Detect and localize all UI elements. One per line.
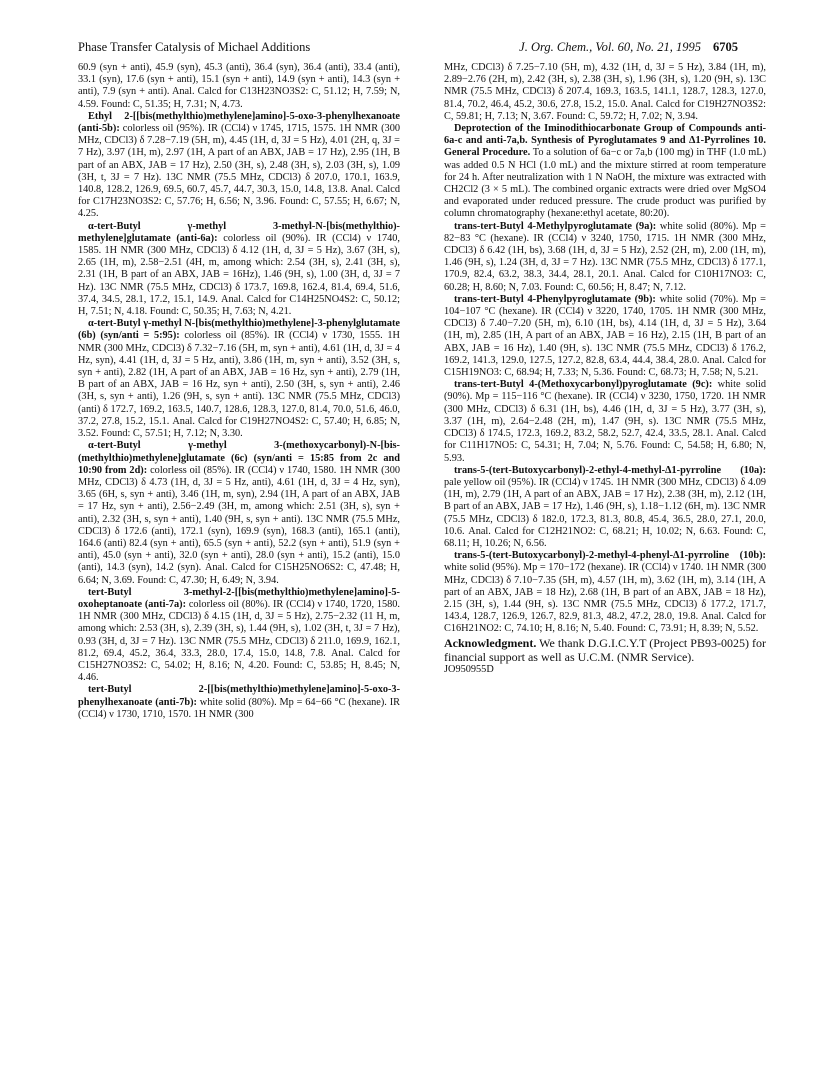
paragraph [444,62,766,123]
paragraph-text: colorless oil (95%). IR (CCl4) ν 1745, 1715, 1575. 1H NMR (300 MHz, CDCl3) δ 7.28−7.19 (5H, m), 4.45 (1H, d, 3J = 5 Hz), 4.01 (2H, q, 3J = 7 Hz), 3.97 (1H, m), 2.97 (1H, A part of an ABX, JAB = 17 Hz), 2.95 (1H, B part of an ABX, JAB = 17 Hz), 2.50 (3H, s), 2.48 (3H, s), 2.03 (3H, s), 1.09 (3H, t, 3J = 7 Hz). 13C NMR (75.5 MHz, CDCl3) δ 207.0, 170.1, 163.9, 140.8, 128.2, 126.9, 69.5, 60.7, 45.7, 44.7, 30.3, 15.0, 14.8, 13.8. Anal. Calcd for C17H23NO3S2: C, 57.76; H, 6.56; N, 3.96. Found: C, 57.55; H, 6.67; N, 4.25. [78,123,400,220]
paragraph [78,221,400,319]
acknowledgment [444,636,766,664]
paragraph-text: colorless oil (85%). IR (CCl4) ν 1730, 1555. 1H NMR (300 MHz, CDCl3) δ 7.32−7.16 (5H, m, syn + anti), 4.61 (1H, d, 3J = 4 Hz, syn), 4.41 (1H, d, 3J = 5 Hz, anti), 3.86 (1H, m, syn + anti), 3.52 (3H, s, syn + anti), 2.82 (1H, A part of an ABX, JAB = 16 Hz, syn + anti), 2.79 (1H, B part of an ABX, JAB = 16 Hz, syn + anti), 2.50 (3H, s, syn + anti), 2.46 (3H, s, syn + anti), 1.26 (9H, s, syn + anti). 13C NMR (75.5 MHz, CDCl3) (anti) δ 172.7, 169.2, 163.5, 140.7, 128.6, 128.3, 127.0, 81.4, 70.0, 51.6, 46.0, 37.2, 27.8, 15.2, 15.1. Anal. Calcd for C19H27NO4S2: C, 57.40; H, 6.85; N, 3.52. Found: C, 57.51; H, 7.12; N, 3.30. [78,330,400,440]
compound-title: tert-Butyl 3-methyl-2-[[bis(methylthio)methylene]amino]-5-oxoheptanoate (anti-7a): [78,586,400,610]
paragraph [444,465,766,550]
paragraph-text: white solid (95%). Mp = 170−172 (hexane). IR (CCl4) ν 1740. 1H NMR (300 MHz, CDCl3) δ 7.10−7.35 (5H, m), 4.57 (1H, m), 3.62 (1H, m), 3.14 (1H, A part of an ABX, JAB = 18 Hz), 2.68 (1H, B part of an ABX, JAB = 18 Hz), 2.15 (3H, s), 1.44 (9H, s). 13C NMR (75.5 MHz, CDCl3) δ 177.2, 171.7, 143.4, 128.7, 126.9, 126.7, 82.9, 81.3, 48.2, 47.2, 28.0, 19.8. Anal. Calcd for C16H21NO2: C, 74.10; H, 8.16; N, 5.40. Found: C, 73.91; H, 8.39; N, 5.52. [444,562,766,635]
acknowledgment-title: Acknowledgment. [444,635,537,650]
paragraph-text: white solid (80%). Mp = 82−83 °C (hexane). IR (CCl4) ν 3240, 1750, 1715. 1H NMR (300 MHz, CDCl3) δ 6.42 (1H, bs), 3.68 (1H, d, 3J = 5 Hz), 2.52 (2H, m), 2.00 (1H, m), 1.46 (9H, s), 1.24 (3H, d, 3J = 7 Hz). 13C NMR (75.5 MHz, CDCl3) δ 177.1, 170.9, 82.4, 63.2, 38.3, 34.4, 28.1, 20.1. Anal. Calcd for C10H17NO3: C, 60.28; H, 8.60; N, 7.03. Found: C, 60.56; H, 8.47; N, 7.12. [444,220,766,293]
paragraph [78,684,400,721]
journal-citation [519,40,738,55]
paragraph-text: 60.9 (syn + anti), 45.9 (syn), 45.3 (anti), 36.4 (syn), 36.4 (anti), 33.4 (anti), 33.1 (syn), 17.6 (syn + anti), 15.1 (syn + anti), 14.9 (syn + anti), 14.3 (syn + anti), 7.9 (syn + anti). Anal. Calcd for C13H23NO3S2: C, 51.12; H, 7.59; N, 4.59. Found: C, 51.35; H, 7.31; N, 4.73. [78,62,400,110]
compound-title: trans-tert-Butyl 4-Phenylpyroglutamate (9b): [454,293,656,305]
compound-title: tert-Butyl 2-[[bis(methylthio)methylene]amino]-5-oxo-3-phenylhexanoate (anti-7b): [78,684,400,708]
paragraph-text: colorless oil (80%). IR (CCl4) ν 1740, 1720, 1580. 1H NMR (300 MHz, CDCl3) δ 4.15 (1H, d, 3J = 5 Hz), 2.75−2.32 (11 H, m, among which: 2.53 (3H, s), 2.39 (3H, s), 1.44 (9H, s), 1.02 (3H, t, 3J = 7 Hz), 0.93 (3H, d, 3J = 7 Hz). 13C NMR (75.5 MHz, CDCl3) δ 211.0, 169.9, 162.1, 81.2, 69.4, 45.2, 36.4, 33.3, 28.0, 17.4, 15.0, 14.8, 7.8. Anal. Calcd for C15H27NO3S2: C, 54.02; H, 8.16; N, 4.20. Found: C, 53.85; H, 8.45; N, 4.46. [78,598,400,684]
paragraph [78,111,400,221]
compound-title: trans-tert-Butyl 4-(Methoxycarbonyl)pyroglutamate (9c): [454,379,713,391]
compound-title: trans-5-(tert-Butoxycarbonyl)-2-ethyl-4-methyl-Δ1-pyrroline (10a): [454,464,766,476]
section-title: Deprotection of the Iminodithiocarbonate Group of Compounds anti-6a-c and anti-7a,b. Synthesis of Pyroglutamates 9 and Δ1-Pyrrolines 10. General Procedure. [444,123,766,159]
compound-title: trans-5-(tert-Butoxycarbonyl)-2-methyl-4-phenyl-Δ1-pyrroline (10b): [454,550,766,562]
compound-title: trans-tert-Butyl 4-Methylpyroglutamate (9a): [454,220,657,232]
compound-title: α-tert-Butyl γ-methyl 3-methyl-N-[bis(methylthio)-methylene]glutamate (anti-6a): [78,220,400,244]
paragraph-text: pale yellow oil (95%). IR (CCl4) ν 1745. 1H NMR (300 MHz, CDCl3) δ 4.09 (1H, m), 2.79 (1H, A part of an ABX, JAB = 17 Hz), 2.38 (3H, m), 2.12 (1H, B part of an ABX, JAB = 17 Hz), 1.46 (9H, s), 1.18−1.12 (6H, m). 13C NMR (75.5 MHz, CDCl3) δ 182.0, 172.3, 81.3, 80.8, 45.4, 36.5, 28.0, 27.1, 20.0, 10.6. Anal. Calcd for C12H21NO2: C, 68.21; H, 10.02; N, 6.63. Found: C, 68.11; H, 10.26; N, 6.56. [444,476,766,549]
page-header [78,40,738,58]
paragraph-text: white solid (90%). Mp = 115−116 °C (hexane). IR (CCl4) ν 3230, 1750, 1720. 1H NMR (300 MHz, CDCl3) δ 6.31 (1H, bs), 4.46 (1H, d, 3J = 5 Hz), 3.77 (3H, s), 3.37 (1H, m), 2.64−2.48 (2H, m), 1.47 (9H, s). 13C NMR (75.5 MHz, CDCl3) δ 174.5, 172.3, 169.2, 83.2, 58.2, 52.7, 42.4, 33.5, 28.1. Anal. Calcd for C11H17NO5: C, 54.31; H, 7.04; N, 5.76. Found: C, 54.58; H, 6.80; N, 5.93. [444,379,766,464]
left-column [78,62,400,721]
paragraph-text: white solid (80%). Mp = 64−66 °C (hexane). IR (CCl4) ν 1730, 1710, 1570. 1H NMR (300 [78,696,400,720]
paragraph [444,221,766,294]
paragraph-text: white solid (70%). Mp = 104−107 °C (hexane). IR (CCl4) ν 3220, 1740, 1705. 1H NMR (300 MHz, CDCl3) δ 7.40−7.20 (5H, m), 6.10 (1H, bs), 4.14 (1H, d, 3J = 5 Hz), 3.64 (1H, m), 2.85 (1H, A part of an ABX, JAB = 16 Hz), 2.15 (1H, B part of an ABX, JAB = 16 Hz), 1.40 (9H, s). 13C NMR (75.5 MHz, CDCl3) δ 176.2, 169.2, 141.3, 129.0, 127.5, 127.2, 82.8, 63.4, 44.4, 38.4, 28.0. Anal. Calcd for C15H19NO3: C, 68.94; H, 7.33; N, 5.36. Found: C, 68.73; H, 7.58; N, 5.21. [444,293,766,379]
journal-name: J. Org. Chem., Vol. 60, No. 21, 1995 [519,40,701,54]
page-number: 6705 [713,40,738,54]
paragraph [444,294,766,379]
manuscript-code: JO950955D [444,663,494,675]
paragraph [78,318,400,440]
paragraph [444,123,766,221]
paragraph-text: colorless oil (90%). IR (CCl4) ν 1740, 1585. 1H NMR (300 MHz, CDCl3) δ 4.12 (1H, d, 3J = 5 Hz), 3.67 (3H, s), 2.65 (1H, m), 2.58−2.51 (4H, m, among which: 2.54 (3H, s), 2.41 (3H, s), 2.31 (1H, B part of an ABX, JAB = 16Hz), 1.46 (9H, s), 1.00 (3H, d, 3J = 7 Hz). 13C NMR (75.5 MHz, CDCl3) δ 173.7, 169.8, 162.4, 81.4, 69.4, 51.6, 37.4, 34.5, 28.1, 17.2, 15.1, 14.9. Anal. Calcd for C14H25NO4S2: C, 50.12; H, 7.51; N, 4.18. Found: C, 50.35; H, 7.63; N, 4.21. [78,232,400,318]
running-title: Phase Transfer Catalysis of Michael Additions [78,40,311,54]
paragraph [78,440,400,586]
paragraph [444,379,766,464]
paragraph-text: MHz, CDCl3) δ 7.25−7.10 (5H, m), 4.32 (1H, d, 3J = 5 Hz), 3.84 (1H, m), 2.89−2.76 (2H, m), 2.42 (3H, s), 2.38 (3H, s), 1.96 (3H, s), 1.20 (9H, s). 13C NMR (75.5 MHz, CDCl3) δ 207.4, 169.3, 163.5, 141.1, 128.7, 128.3, 127.0, 81.4, 70.2, 46.4, 45.2, 30.6, 27.8, 15.2, 15.0. Anal. Calcd for C19H27NO3S2: C, 59.81; H, 7.13; N, 3.67. Found: C, 59.72; H, 7.02; N, 3.94. [444,62,766,122]
compound-title: Ethyl 2-[[bis(methylthio)methylene]amino]-5-oxo-3-phenylhexanoate (anti-5b): [78,110,400,135]
acknowledgment-text: We thank D.G.I.C.Y.T (Project PB93-0025) for financial support as well as U.C.M. (NMR Service). [444,635,766,664]
paragraph-text: colorless oil (85%). IR (CCl4) ν 1740, 1580. 1H NMR (300 MHz, CDCl3) δ 4.73 (1H, d, 3J = 5 Hz, anti), 4.61 (1H, d, 3J = 4 Hz, syn), 3.65 (6H, s, syn + anti), 3.46 (1H, m, syn), 2.94 (1H, A part of an ABX, JAB = 17 Hz, syn + anti), 2.56−2.49 (3H, m, among which: 2.51 (3H, s), syn + anti), 2.32 (3H, s, syn + anti), 1.40 (9H, s, syn + anti). 13C NMR (75.5 MHz, CDCl3) δ 172.6 (anti), 172.1 (syn), 169.9 (syn), 168.3 (anti), 165.1 (anti), 164.6 (anti) 82.4 (syn + anti), 65.5 (syn + anti), 52.2 (syn + anti), 51.9 (syn + anti), 45.0 (syn + anti), 32.0 (syn + anti), 28.0 (syn + anti), 15.2 (anti), 15.0 (anti), 14.3 (syn), 14.2 (syn). Anal. Calcd for C15H25NO6S2: C, 47.48; H, 6.64; N, 3.69. Found: C, 47.30; H, 6.49; N, 3.94. [78,464,401,586]
paragraph [78,62,400,111]
compound-title: α-tert-Butyl γ-methyl 3-(methoxycarbonyl)-N-[bis-(methylthio)methylene]glutamate (6c) (syn/anti = 15:85 from 2c and 10:90 from 2d): [78,440,400,476]
paragraph-text: To a solution of 6a−c or 7a,b (100 mg) in THF (1.0 mL) was added 0.5 N HCl (1.0 mL) and the mixture stirred at room temperature for 24 h. After neutralization with 1 N NaOH, the mixture was extracted with CH2Cl2 (3 × 5 mL). The combined organic extracts were dried over MgSO4 and evaporated under reduced pressure. The crude product was purified by column chromatography (hexane:ethyl acetate, 80:20). [444,147,766,220]
compound-title: α-tert-Butyl γ-methyl N-[bis(methylthio)methylene]-3-phenylglutamate (6b) (syn/anti = 5:95): [78,318,400,342]
paragraph [444,550,766,635]
right-column [444,62,766,676]
paragraph [78,587,400,685]
